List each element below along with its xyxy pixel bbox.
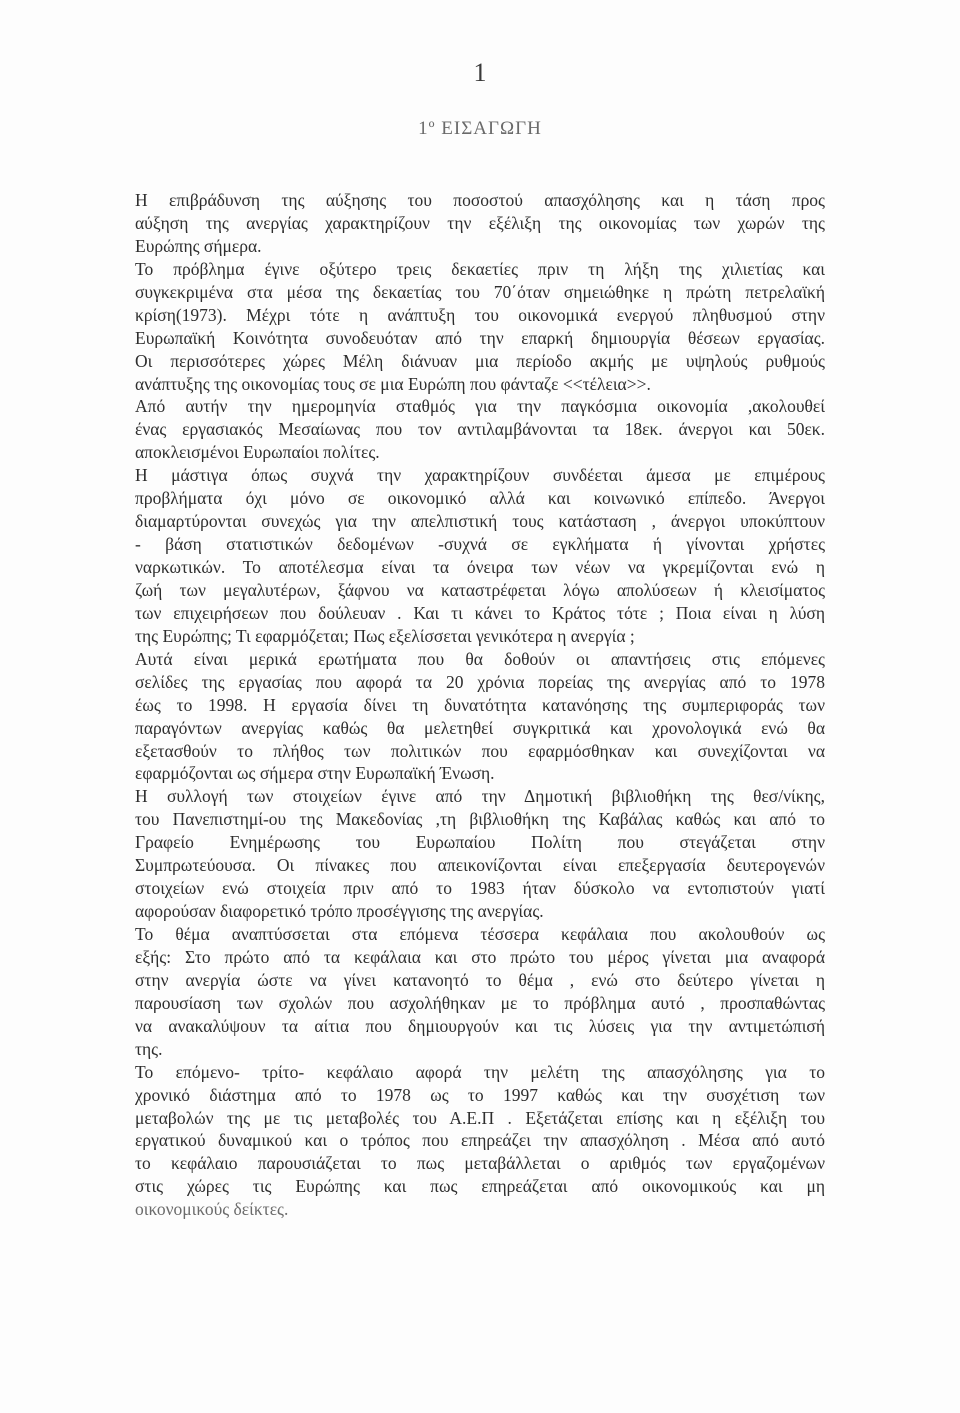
text-line: παραγόντων ανεργίας καθώς θα μελετηθεί συγκριτικά και χρονολογικά ενώ θα [135, 717, 825, 738]
text-line: κρίση(1973). Μέχρι τότε η ανάπτυξη του οικονομικά ενεργού πληθυσμού στην [135, 304, 825, 325]
text-line: εξετασθούν το πλήθος των πολιτικών που εφαρμόσθηκαν και συνεχίζονται να [135, 740, 825, 761]
text-line: Η συλλογή των στοιχείων έγινε από την Δημοτική βιβλιοθήκη της θεσ/νίκης, [135, 786, 825, 807]
text-line: να ανακαλύψουν τα αίτια που δημιουργούν και τις λύσεις για την αντιμετώπισή [135, 1015, 825, 1036]
text-line: εξής: Στο πρώτο από τα κεφάλαια και στο πρώτο του μέρος γίνεται μια αναφορά [135, 946, 825, 967]
text-line: στις χώρες τις Ευρώπης και πως επηρεάζεται από οικονομικούς και μη [135, 1176, 825, 1197]
text-line: Οι περισσότερες χώρες Μέλη διάνυαν μια περίοδο ακμής με υψηλούς ρυθμούς [135, 350, 825, 371]
text-line: προβλήματα όχι μόνο σε οικονομικό αλλά και κοινωνικό επίπεδο. Άνεργοι [135, 488, 825, 509]
text-line: της. [135, 1038, 163, 1059]
text-line: των επιχειρήσεων που δούλευαν . Και τι κάνει το Κράτος τότε ; Ποια είναι η λύση [135, 602, 825, 623]
text-line: οικονομικούς δείκτες. [135, 1199, 289, 1220]
text-line: το κεφάλαιο παρουσιάζεται το πως μεταβάλλεται ο αριθμός των εργαζομένων [135, 1153, 825, 1174]
text-line: Ευρώπης σήμερα. [135, 235, 262, 256]
text-line: Η επιβράδυνση της αύξησης του ποσοστού απασχόλησης και η τάση προς [135, 190, 825, 210]
text-line: Το θέμα αναπτύσσεται στα επόμενα τέσσερα κεφάλαια που ακολουθούν ως [135, 924, 825, 944]
text-line: εφαρμόζονται ως σήμερα στην Ευρωπαϊκή Ένωση. [135, 763, 495, 784]
text-line: Το πρόβλημα έγινε οξύτερο τρεις δεκαετίες πριν τη λήξη της χιλιετίας και [135, 258, 825, 279]
text-line: ένας εργασιακός Μεσαίωνας που τον αντιλαμβάνονται τα 18εκ. άνεργοι και 50εκ. [135, 419, 825, 440]
body-text [135, 189, 825, 1221]
text-line: αύξηση της ανεργίας χαρακτηρίζουν την εξέλιξη της οικονομίας των χωρών της [135, 212, 825, 233]
text-line: Συμπρωτεύουσα. Οι πίνακες που απεικονίζονται είναι επεξεργασία δευτερογενών [135, 855, 825, 876]
text-line: του Πανεπιστημί-ου της Μακεδονίας ,τη βιβλιοθήκη της Καβάλας καθώς και από το [135, 809, 825, 830]
text-line: ανάπτυξης της οικονομίας τους σε μια Ευρώπη που φάνταζε <<τέλεια>>. [135, 373, 651, 394]
text-line: σελίδες της εργασίας που αφορά τα 20 χρόνια πορείας της ανεργίας από το 1978 [135, 671, 825, 692]
text-line: Από αυτήν την ημερομηνία σταθμός για την παγκόσμια οικονομία ,ακολουθεί [135, 396, 825, 417]
text-line: ζωή των μεγαλυτέρων, ξάφνου να καταστρέφεται λόγω απολύσεων ή κλεισίματος [135, 579, 825, 600]
text-line: αποκλεισμένοι Ευρωπαίοι πολίτες. [135, 442, 380, 463]
text-line: στοιχείων ενώ στοιχεία πριν από το 1983 ήταν δύσκολο να εντοπιστούν γιατί [135, 878, 825, 899]
text-line: στην ανεργία ώστε να γίνει κατανοητό το θέμα , ενώ στο δεύτερο γίνεται η [135, 969, 825, 990]
text-line: χρονικό διάστημα από το 1978 ως το 1997 καθώς και την συσχέτιση των [135, 1084, 825, 1105]
text-line: μεταβολών της με τις μεταβολές του Α.Ε.Π . Εξετάζεται επίσης και η εξέλιξη του [135, 1107, 825, 1128]
text-line: αφορούσαν διαφορετικό τρόπο προσέγγισης της ανεργίας. [135, 901, 544, 922]
chapter-title: 1º ΕΙΣΑΓΩΓΗ [418, 118, 542, 139]
text-line: ναρκωτικών. Το αποτέλεσμα είναι τα όνειρα των νέων να γκρεμίζονται ενώ η [135, 557, 825, 577]
text-line: διαμαρτύρονται συνεχώς για την απελπιστική τους κατάσταση , άνεργοι υποκύπτουν [135, 511, 825, 532]
text-line: Το επόμενο- τρίτο- κεφάλαιο αφορά την μελέτη της απασχόλησης για το [135, 1061, 825, 1082]
page-number: 1 [473, 58, 487, 87]
text-line: έως το 1998. Η εργασία δίνει τη δυνατότητα κατανόησης της συμπεριφοράς των [135, 694, 825, 715]
text-line: - βάση στατιστικών δεδομένων -συχνά σε εγκλήματα ή γίνονται χρήστες [135, 534, 825, 555]
text-line: Αυτά είναι μερικά ερωτήματα που θα δοθούν οι απαντήσεις στις επόμενες [135, 648, 825, 669]
text-line: εργατικού δυναμικού και ο τρόπος που επηρεάζει την απασχόληση . Μέσα από αυτό [135, 1130, 825, 1151]
text-line: Γραφείο Ενημέρωσης του Ευρωπαίου Πολίτη που στεγάζεται στην [135, 832, 825, 853]
text-line: Ευρωπαϊκή Κοινότητα συνοδευόταν από την επαρκή δημιουργία θέσεων εργασίας. [135, 327, 825, 348]
text-line: Η μάστιγα όπως συχνά την χαρακτηρίζουν συνδέεται άμεσα με επιμέρους [135, 465, 825, 486]
text-line: της Ευρώπης; Τι εφαρμόζεται; Πως εξελίσσεται γενικότερα η ανεργία ; [135, 625, 635, 646]
text-line: συγκεκριμένα στα μέσα της δεκαετίας του 70΄όταν σημειώθηκε η πρώτη πετρελαϊκή [135, 281, 825, 302]
text-line: παρουσίαση των σχολών που ασχολήθηκαν με το πρόβλημα αυτό , προσπαθώντας [135, 992, 825, 1013]
